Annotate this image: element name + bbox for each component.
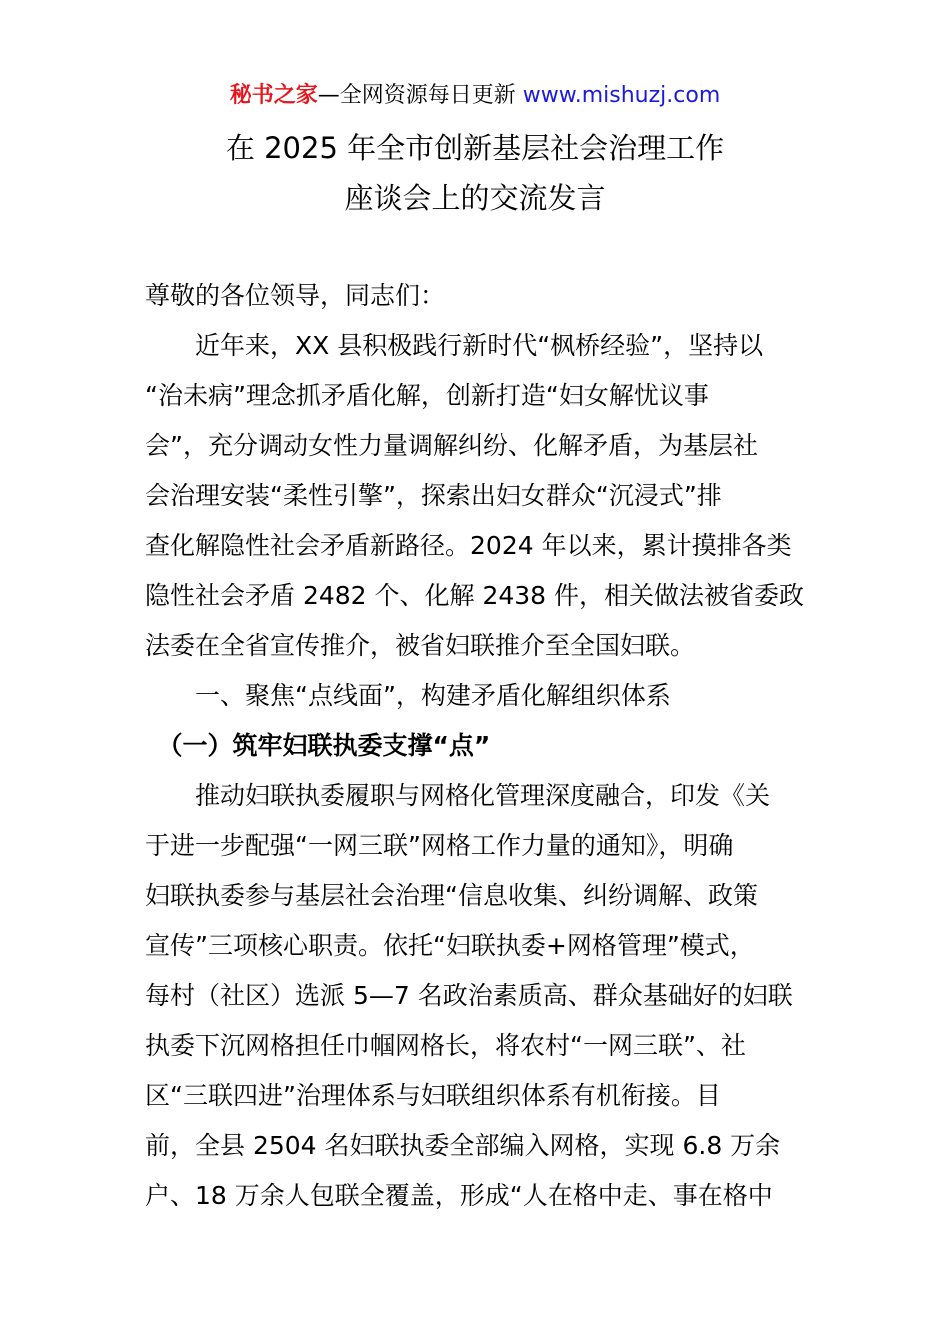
body-text-line: 每村（社区）选派 5—7 名政治素质高、群众基础好的妇联 — [145, 981, 793, 1010]
body-text-line: 推动妇联执委履职与网格化管理深度融合，印发《关 — [145, 781, 771, 810]
body-text-line: 近年来，XX 县积极践行新时代“枫桥经验”，坚持以 — [145, 331, 764, 360]
body-text-line: 隐性社会矛盾 2482 个、化解 2438 件，相关做法被省委政 — [145, 581, 805, 610]
body-text-line: 会”，充分调动女性力量调解纠纷、化解矛盾，为基层社 — [145, 431, 758, 460]
body-text-line: “治未病”理念抓矛盾化解，创新打造“妇女解忧议事 — [145, 381, 709, 410]
section-heading: 一、聚焦“点线面”，构建矛盾化解组织体系 — [145, 681, 671, 710]
body-text-line: 执委下沉网格担任巾帼网格长，将农村“一网三联”、社 — [145, 1031, 746, 1060]
document-title-line-2: 座谈会上的交流发言 — [344, 181, 606, 215]
body-text-line: 法委在全省宣传推介，被省妇联推介至全国妇联。 — [145, 631, 696, 660]
body-text-line: 区“三联四进”治理体系与妇联组织体系有机衔接。目 — [145, 1081, 721, 1110]
site-tagline: —全网资源每日更新 — [317, 83, 523, 108]
body-text-line: 户、18 万余人包联全覆盖，形成“人在格中走、事在格中 — [145, 1181, 773, 1210]
body-text-line: 于进一步配强“一网三联”网格工作力量的通知》，明确 — [145, 831, 734, 860]
site-header — [0, 80, 950, 112]
body-text-line: 宣传”三项核心职责。依托“妇联执委+网格管理”模式， — [145, 931, 755, 960]
body-text-line: 妇联执委参与基层社会治理“信息收集、纠纷调解、政策 — [145, 881, 758, 910]
document-title-line-1: 在 2025 年全市创新基层社会治理工作 — [225, 131, 725, 165]
body-text-line: 前，全县 2504 名妇联执委全部编入网格，实现 6.8 万余 — [145, 1131, 781, 1160]
body-text-line: 会治理安装“柔性引擎”，探索出妇女群众“沉浸式”排 — [145, 481, 722, 510]
salutation: 尊敬的各位领导，同志们： — [145, 281, 446, 310]
site-url-link[interactable]: www.mishuzj.com — [522, 83, 721, 108]
subsection-heading: （一）筑牢妇联执委支撑“点” — [145, 731, 491, 760]
site-brand: 秘书之家 — [229, 83, 318, 108]
body-text-line: 查化解隐性社会矛盾新路径。2024 年以来，累计摸排各类 — [145, 531, 792, 560]
